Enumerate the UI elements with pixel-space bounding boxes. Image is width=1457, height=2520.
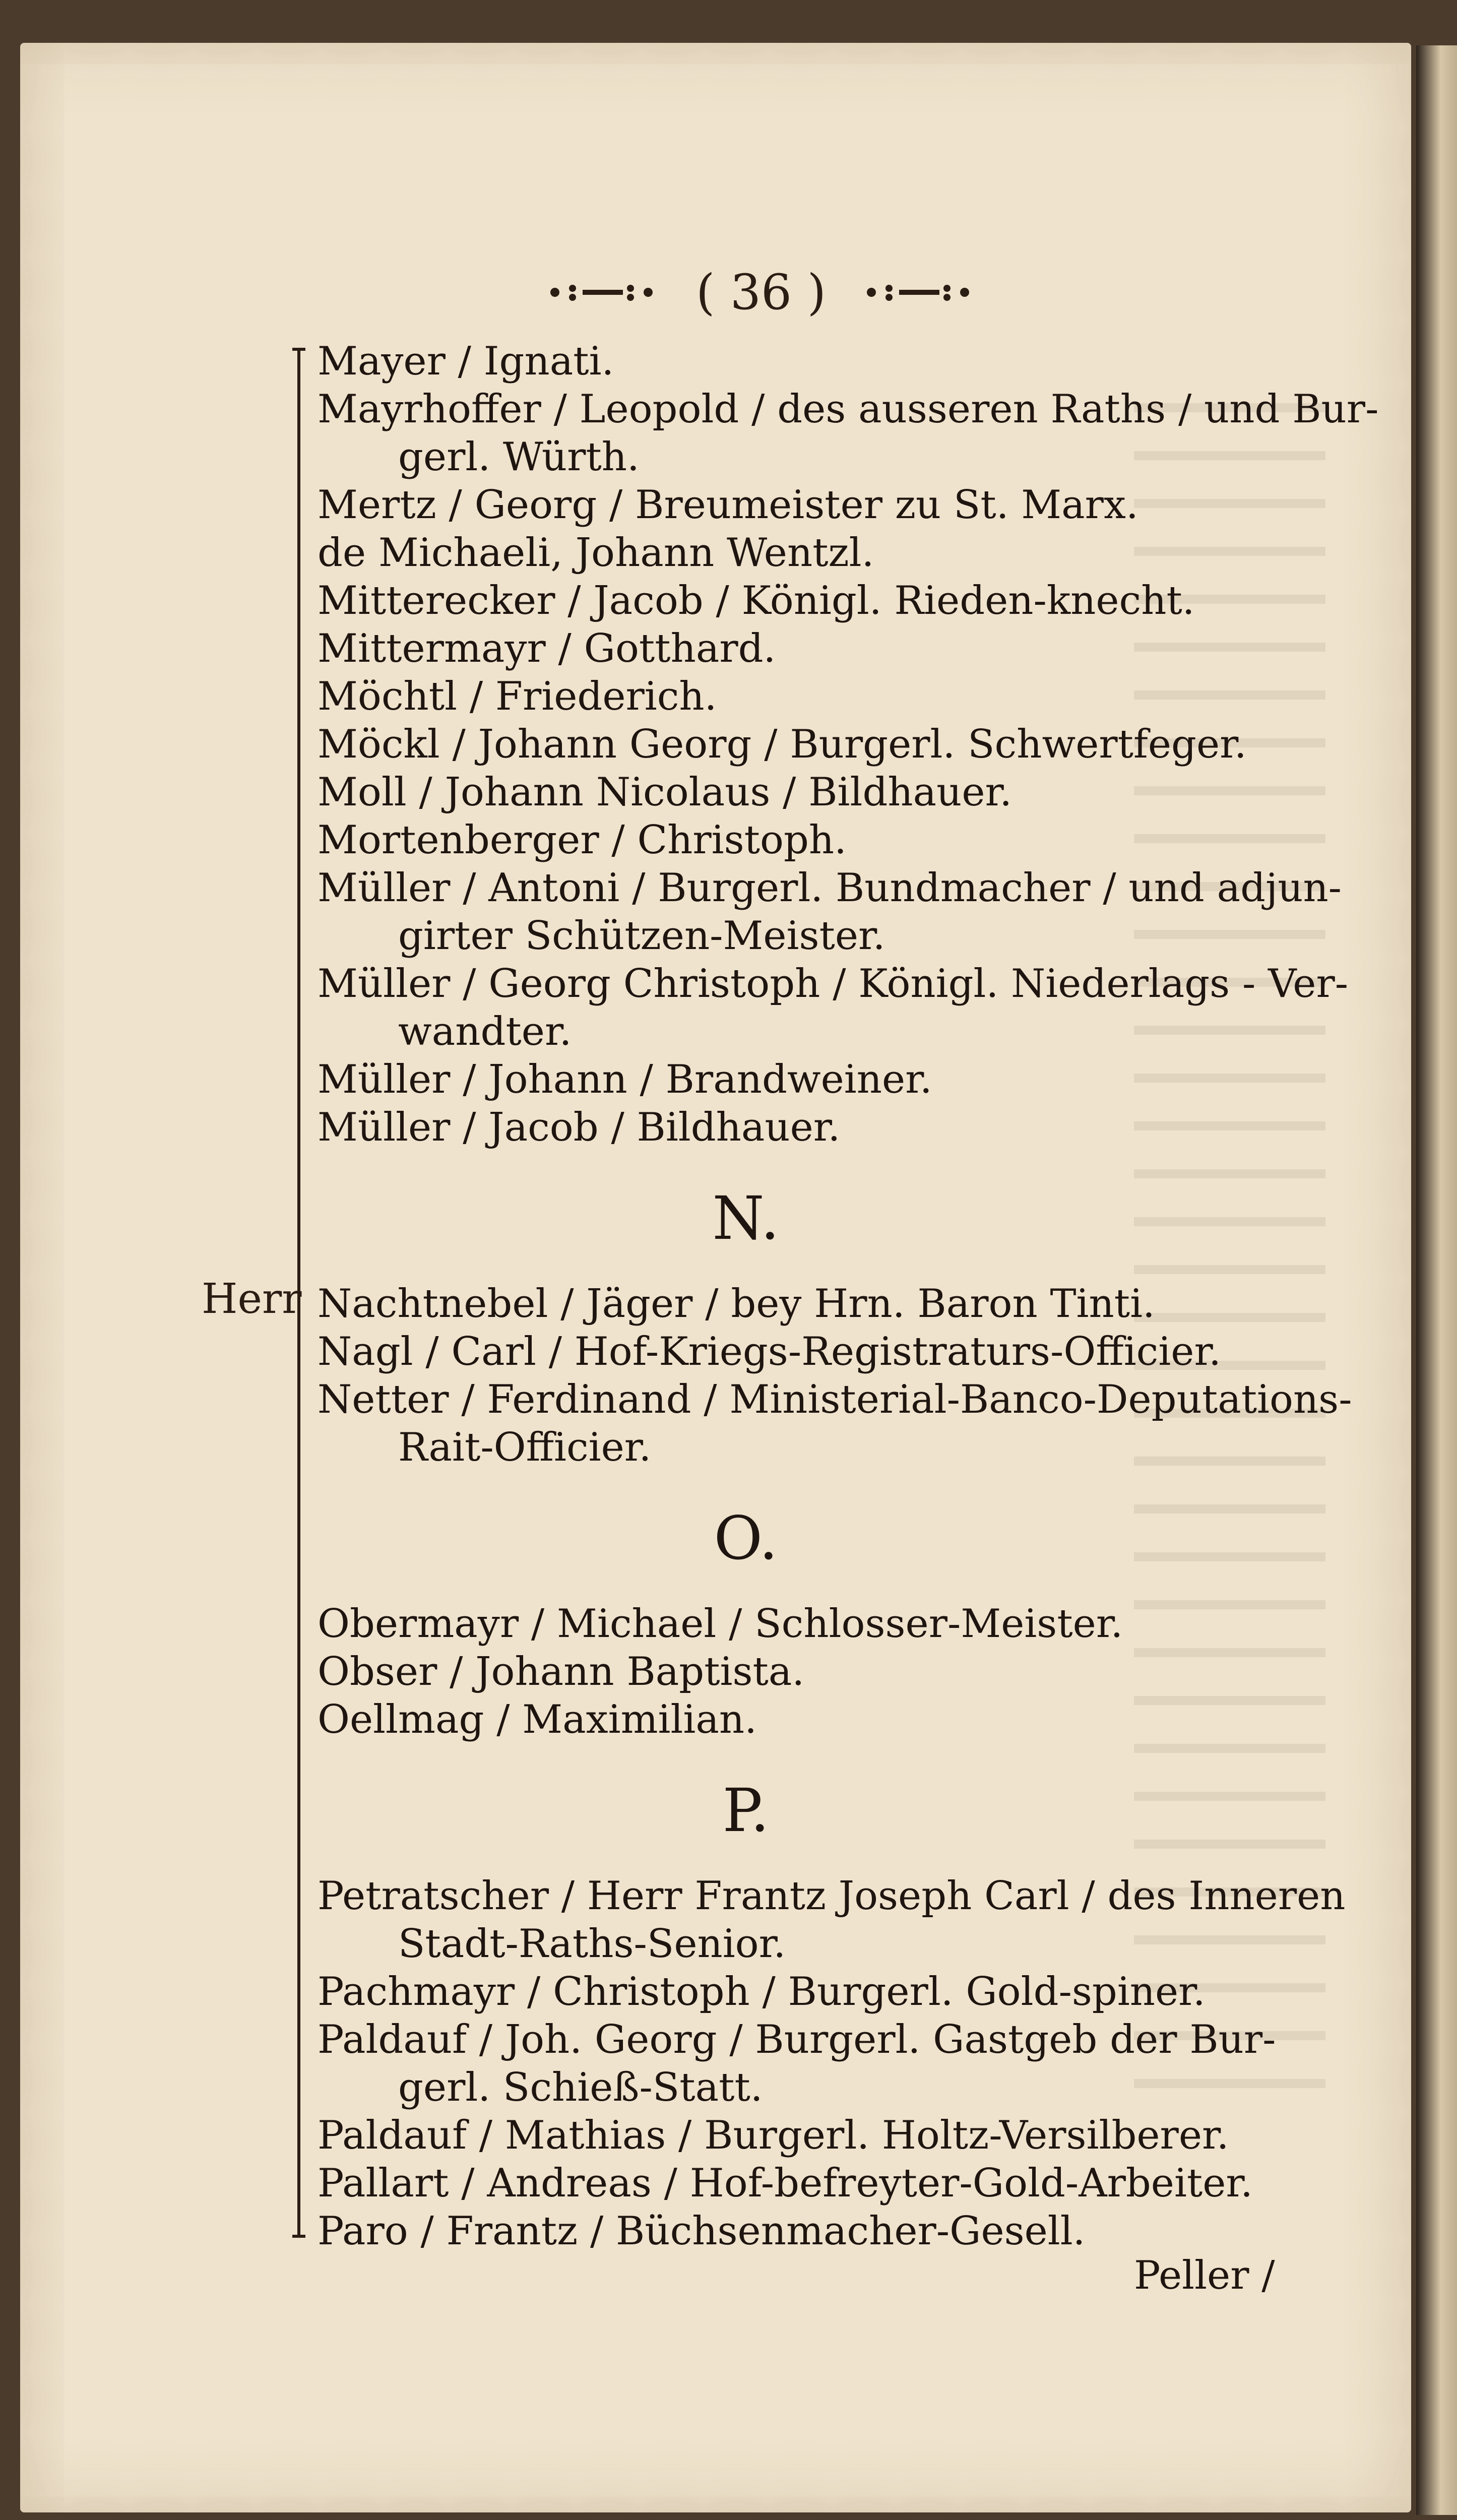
list-item: gerl. Schieß-Statt. (398, 2065, 763, 2110)
list-item: Müller / Georg Christoph / Königl. Niederlags - Ver- (318, 961, 1349, 1006)
brace-bottom (292, 2235, 305, 2238)
page-edge (1416, 45, 1457, 2515)
list-item: Rait-Officier. (398, 1425, 652, 1470)
list-item: Stadt-Raths-Senior. (398, 1921, 786, 1967)
list-item: Paro / Frantz / Büchsenmacher-Gesell. (318, 2209, 1086, 2254)
list-item: Nachtnebel / Jäger / bey Hrn. Baron Tinti. (318, 1281, 1155, 1327)
page-number: ( 36 ) (695, 264, 827, 321)
name-list (318, 338, 1379, 2255)
list-item: Obser / Johann Baptista. (318, 1649, 805, 1694)
list-item: Müller / Johann / Brandweiner. (318, 1057, 932, 1102)
list-item: Mayer / Ignati. (318, 339, 614, 384)
list-item: Obermayr / Michael / Schlosser-Meister. (318, 1601, 1123, 1647)
ornament-icon (545, 275, 661, 310)
list-item: Möckl / Johann Georg / Burgerl. Schwertfeger. (318, 722, 1247, 767)
list-item: de Michaeli, Johann Wentzl. (318, 530, 874, 576)
catchword: Peller / (1134, 2253, 1275, 2298)
list-item: Müller / Antoni / Burgerl. Bundmacher / und adjun- (318, 865, 1342, 911)
list-item: gerl. Würth. (398, 434, 640, 480)
page-header (484, 257, 1038, 328)
list-item: Mittermayr / Gotthard. (318, 626, 776, 671)
list-item: Paldauf / Joh. Georg / Burgerl. Gastgeb der Bur- (318, 2017, 1276, 2062)
list-item: girter Schützen-Meister. (398, 913, 885, 959)
side-label: Herr (202, 1275, 302, 1323)
list-item: Paldauf / Mathias / Burgerl. Holtz-Versilberer. (318, 2113, 1229, 2158)
list-item: Pachmayr / Christoph / Burgerl. Gold-spiner. (318, 1969, 1206, 2014)
list-item: Mayrhoffer / Leopold / des ausseren Raths / und Bur- (318, 387, 1379, 432)
list-item: Möchtl / Friederich. (318, 674, 717, 719)
brace-top (292, 348, 305, 351)
list-item: Oellmag / Maximilian. (318, 1697, 757, 1742)
list-item: Mitterecker / Jacob / Königl. Rieden-knecht. (318, 578, 1195, 623)
list-item: Netter / Ferdinand / Ministerial-Banco-Deputations- (318, 1377, 1352, 1422)
section-letter-n: N. (712, 1183, 780, 1253)
ornament-icon (861, 275, 977, 310)
list-item: Nagl / Carl / Hof-Kriegs-Registraturs-Officier. (318, 1329, 1221, 1374)
list-item: wandter. (398, 1009, 572, 1054)
list-item: Mertz / Georg / Breumeister zu St. Marx. (318, 482, 1138, 528)
list-item: Pallart / Andreas / Hof-befreyter-Gold-Arbeiter. (318, 2161, 1253, 2206)
list-item: Mortenberger / Christoph. (318, 817, 847, 863)
list-item: Müller / Jacob / Bildhauer. (318, 1105, 841, 1150)
list-item: Moll / Johann Nicolaus / Bildhauer. (318, 770, 1012, 815)
section-letter-p: P. (722, 1776, 770, 1845)
section-letter-o: O. (714, 1503, 778, 1573)
list-item: Petratscher / Herr Frantz Joseph Carl / des Inneren (318, 1873, 1346, 1919)
